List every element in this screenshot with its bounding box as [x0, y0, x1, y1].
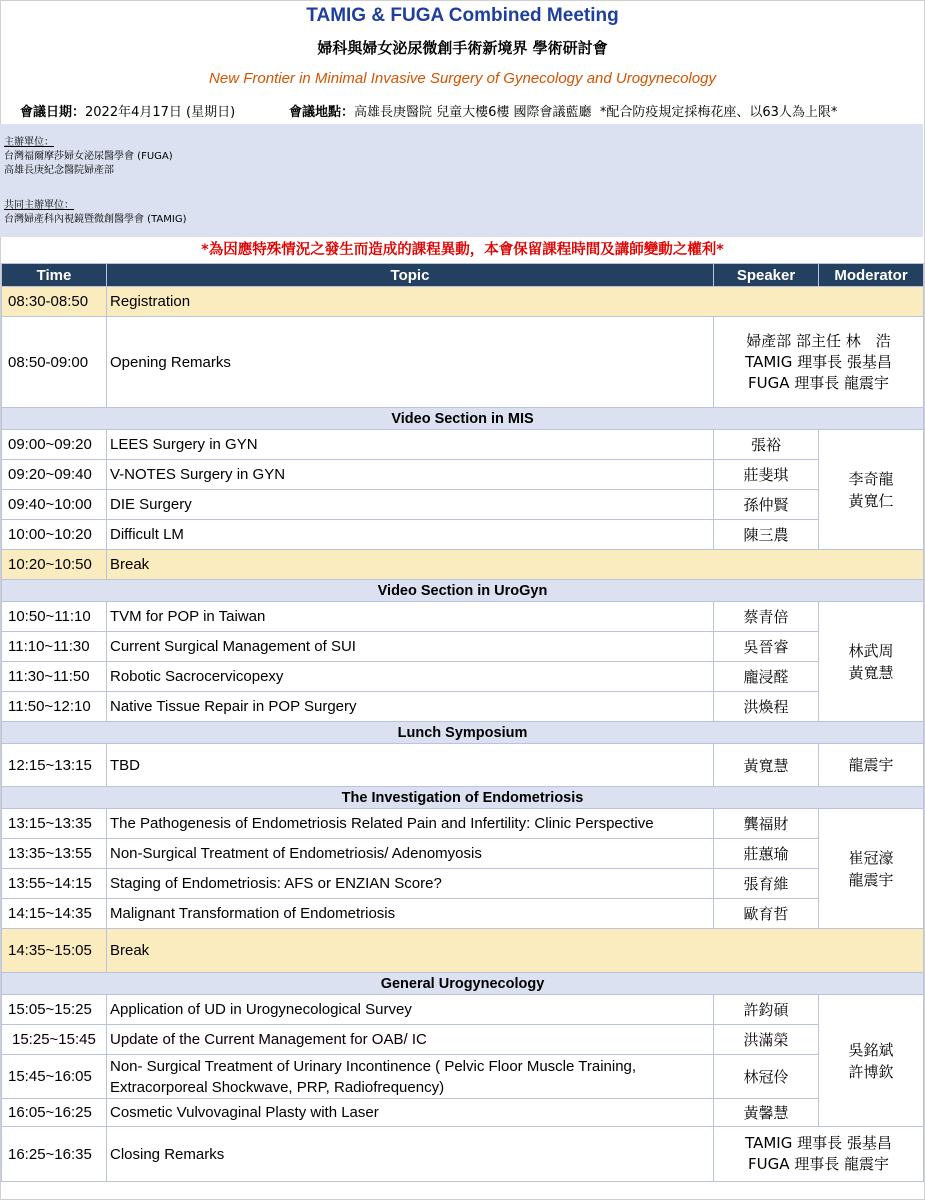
topic-cell: TBD: [107, 744, 714, 787]
topic-cell: Application of UD in Urogynecological Survey: [107, 995, 714, 1025]
time-cell: 15:05~15:25: [2, 995, 107, 1025]
moderator-name: 林武周: [848, 641, 894, 660]
speaker-cell: 張育維: [714, 869, 819, 899]
time-cell: 08:50-09:00: [2, 317, 107, 408]
topic-cell: V-NOTES Surgery in GYN: [107, 460, 714, 490]
venue-value: 高雄長庚醫院 兒童大樓6樓 國際會議藍廳: [354, 105, 592, 120]
speaker-cell: 蔡青倍: [714, 602, 819, 632]
section-header-general: [2, 973, 924, 995]
time-cell: 13:35~13:55: [2, 839, 107, 869]
moderator-name: 李奇龍: [848, 469, 894, 488]
table-row: [2, 430, 924, 460]
schedule-table: [1, 263, 924, 1182]
date-label: 會議日期：: [20, 105, 86, 120]
chinese-subtitle: 婦科與婦女泌尿微創手術新境界 學術研討會: [317, 39, 608, 57]
speaker-cell: 龐浸醛: [714, 662, 819, 692]
moderator-name: 黃寬仁: [848, 491, 894, 510]
table-row: [2, 869, 924, 899]
change-notice: *為因應特殊情況之發生而造成的課程異動，本會保留課程時間及講師變動之權利*: [201, 242, 724, 258]
time-cell: 13:55~14:15: [2, 869, 107, 899]
table-row: [2, 692, 924, 722]
time-cell: 09:40~10:00: [2, 490, 107, 520]
topic-cell: Break: [107, 929, 924, 973]
topic-cell: Difficult LM: [107, 520, 714, 550]
venue-note: *配合防疫規定採梅花座、以63人為上限*: [599, 105, 838, 120]
host-item: 台灣福爾摩莎婦女泌尿醫學會 (FUGA): [4, 151, 173, 162]
speaker-cell: 孫仲賢: [714, 490, 819, 520]
time-cell: 10:00~10:20: [2, 520, 107, 550]
table-row: [2, 662, 924, 692]
topic-cell: The Pathogenesis of Endometriosis Related Pain and Infertility: Clinic Perspective: [107, 809, 714, 839]
topic-cell: Registration: [107, 287, 924, 317]
topic-cell: Staging of Endometriosis: AFS or ENZIAN Score?: [107, 869, 714, 899]
table-row: [2, 460, 924, 490]
topic-cell: Non- Surgical Treatment of Urinary Incontinence ( Pelvic Floor Muscle Training, Extracorporeal Shockwave, PRP, Radiofrequency): [107, 1055, 714, 1099]
section-title: General Urogynecology: [2, 973, 924, 995]
time-cell: 08:30-08:50: [2, 287, 107, 317]
header-moderator: Moderator: [819, 264, 924, 287]
table-row: [2, 899, 924, 929]
section-header-mis: [2, 408, 924, 430]
header-time: Time: [2, 264, 107, 287]
table-row: [2, 1025, 924, 1055]
speaker-cell: 黃馨慧: [714, 1099, 819, 1127]
speaker-cell: 黃寬慧: [714, 744, 819, 787]
opening-row: [2, 317, 924, 408]
venue-info: [289, 101, 837, 120]
speaker-cell: 洪滿榮: [714, 1025, 819, 1055]
topic-cell: DIE Surgery: [107, 490, 714, 520]
table-row: [2, 602, 924, 632]
moderator-name: 許博欽: [848, 1062, 894, 1081]
header-topic: Topic: [107, 264, 714, 287]
speaker-cell: 洪煥程: [714, 692, 819, 722]
break-row: [2, 929, 924, 973]
opening-speaker: FUGA 理事長 龍震宇: [747, 373, 890, 392]
venue-label: 會議地點：: [289, 105, 355, 120]
speaker-cell: 吳晉睿: [714, 632, 819, 662]
table-row: [2, 1099, 924, 1127]
table-header-row: [2, 264, 924, 287]
time-cell: 15:25~15:45: [2, 1025, 107, 1055]
opening-speakers-cell: [714, 317, 924, 408]
section-title: Video Section in UroGyn: [2, 580, 924, 602]
topic-cell: Cosmetic Vulvovaginal Plasty with Laser: [107, 1099, 714, 1127]
speaker-cell: 陳三農: [714, 520, 819, 550]
moderator-name: 龍震宇: [848, 870, 894, 889]
table-row: [2, 520, 924, 550]
date-info: [20, 101, 235, 120]
moderator-name: 吳銘斌: [848, 1040, 894, 1059]
moderator-cell: [819, 809, 924, 929]
moderator-cell: 龍震宇: [819, 744, 924, 787]
time-cell: 09:20~09:40: [2, 460, 107, 490]
time-cell: 16:05~16:25: [2, 1099, 107, 1127]
moderator-name: 崔冠濠: [848, 848, 894, 867]
english-subtitle: New Frontier in Minimal Invasive Surgery of Gynecology and Urogynecology: [209, 70, 716, 87]
time-cell: 11:10~11:30: [2, 632, 107, 662]
section-title: The Investigation of Endometriosis: [2, 787, 924, 809]
time-cell: 16:25~16:35: [2, 1127, 107, 1182]
topic-cell: Robotic Sacrocervicopexy: [107, 662, 714, 692]
closing-speaker: FUGA 理事長 龍震宇: [747, 1155, 890, 1173]
time-cell: 13:15~13:35: [2, 809, 107, 839]
time-cell: 10:20~10:50: [2, 550, 107, 580]
speaker-cell: 莊斐琪: [714, 460, 819, 490]
topic-cell: Update of the Current Management for OAB/ IC: [107, 1025, 714, 1055]
cohost-label: 共同主辦單位：: [4, 200, 74, 211]
speaker-cell: 莊蕙瑜: [714, 839, 819, 869]
registration-row: [2, 287, 924, 317]
section-title: Video Section in MIS: [2, 408, 924, 430]
speaker-cell: 張裕: [714, 430, 819, 460]
time-cell: 11:30~11:50: [2, 662, 107, 692]
section-header-urogyn: [2, 580, 924, 602]
time-cell: 14:35~15:05: [2, 929, 107, 973]
opening-speaker: 婦產部 部主任 林 浩: [746, 331, 891, 350]
topic-cell: Native Tissue Repair in POP Surgery: [107, 692, 714, 722]
table-row: [2, 839, 924, 869]
speaker-cell: 歐育哲: [714, 899, 819, 929]
section-title: Lunch Symposium: [2, 722, 924, 744]
speaker-cell: 林冠伶: [714, 1055, 819, 1099]
header-speaker: Speaker: [714, 264, 819, 287]
topic-cell: Break: [107, 550, 924, 580]
organizers-panel: [0, 124, 923, 237]
break-row: [2, 550, 924, 580]
table-row: [2, 632, 924, 662]
topic-cell: LEES Surgery in GYN: [107, 430, 714, 460]
date-value: 2022年4月17日 (星期日): [85, 105, 236, 120]
topic-cell: Opening Remarks: [107, 317, 714, 408]
table-row: [2, 995, 924, 1025]
section-header-endometriosis: [2, 787, 924, 809]
speaker-cell: 許鈞碩: [714, 995, 819, 1025]
table-row: [2, 744, 924, 787]
speaker-cell: 龔福財: [714, 809, 819, 839]
topic-cell: Closing Remarks: [107, 1127, 714, 1182]
closing-speaker: TAMIG 理事長 張基昌: [745, 1134, 892, 1152]
moderator-cell: [819, 430, 924, 550]
host-label: 主辦單位：: [4, 137, 54, 148]
time-cell: 14:15~14:35: [2, 899, 107, 929]
time-cell: 15:45~16:05: [2, 1055, 107, 1099]
time-cell: 09:00~09:20: [2, 430, 107, 460]
time-cell: 10:50~11:10: [2, 602, 107, 632]
closing-row: [2, 1127, 924, 1182]
host-item: 高雄長庚紀念醫院婦產部: [4, 165, 114, 176]
topic-cell: Malignant Transformation of Endometriosis: [107, 899, 714, 929]
table-row: [2, 1055, 924, 1099]
time-cell: 11:50~12:10: [2, 692, 107, 722]
page-title: TAMIG & FUGA Combined Meeting: [306, 5, 619, 26]
moderator-cell: [819, 602, 924, 722]
cohost-item: 台灣婦產科內視鏡暨微創醫學會 (TAMIG): [4, 214, 187, 225]
meeting-info: [0, 101, 925, 121]
moderator-name: 黃寬慧: [848, 663, 894, 682]
table-row: [2, 809, 924, 839]
table-row: [2, 490, 924, 520]
moderator-cell: [819, 995, 924, 1127]
closing-speakers-cell: [714, 1127, 924, 1182]
topic-cell: Non-Surgical Treatment of Endometriosis/ Adenomyosis: [107, 839, 714, 869]
opening-speaker: TAMIG 理事長 張基昌: [745, 352, 892, 371]
topic-cell: TVM for POP in Taiwan: [107, 602, 714, 632]
time-cell: 12:15~13:15: [2, 744, 107, 787]
topic-cell: Current Surgical Management of SUI: [107, 632, 714, 662]
section-header-lunch: [2, 722, 924, 744]
